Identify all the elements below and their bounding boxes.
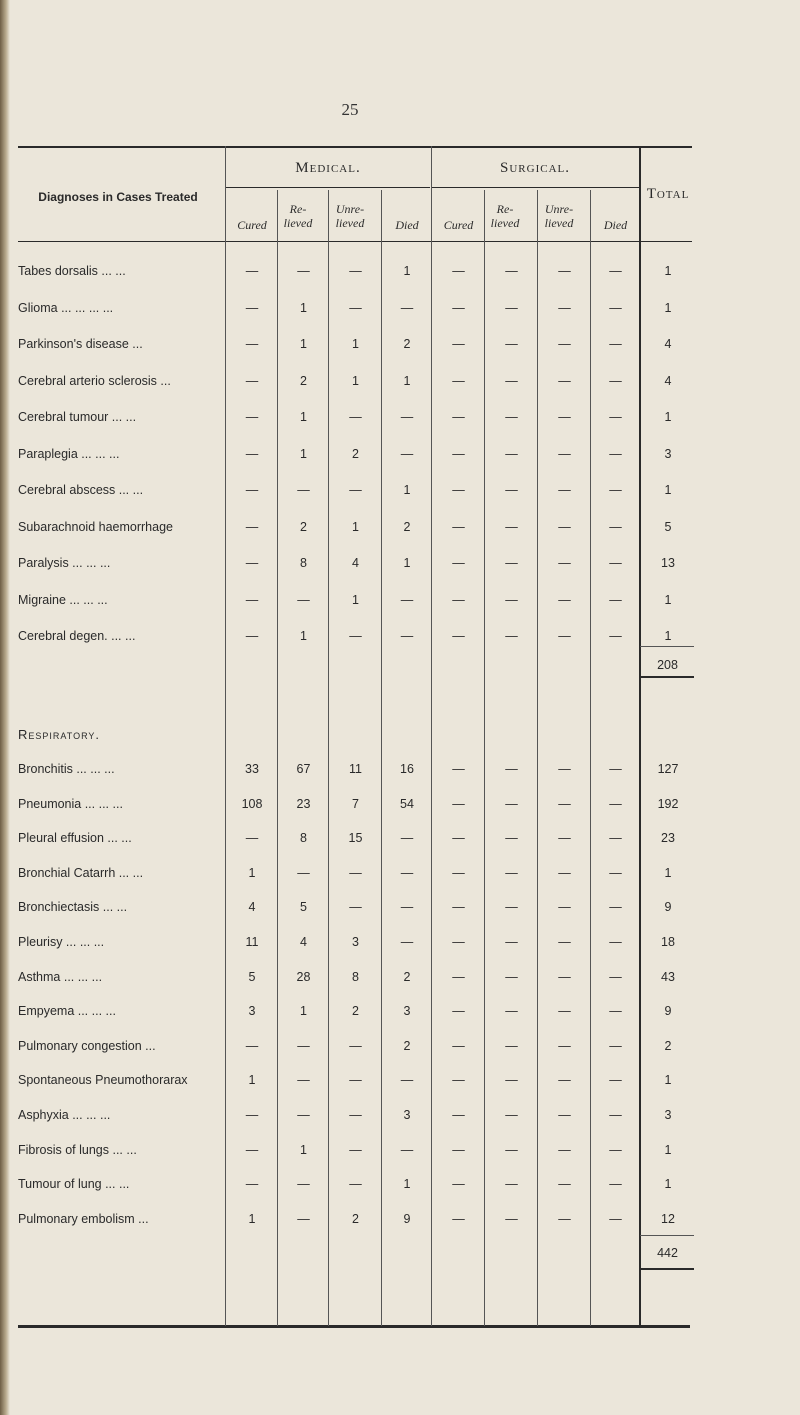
row-value-cell: —: [558, 1177, 571, 1192]
row-value-cell: 1: [248, 865, 256, 880]
row-value-cell: 54: [400, 796, 414, 811]
row-value-cell: —: [558, 592, 571, 607]
row-label: Cerebral abscess ... ...: [18, 483, 144, 497]
diagnoses-header: Diagnoses in Cases Treated: [38, 190, 198, 204]
table-row: [0, 374, 800, 394]
row-total-cell: 192: [657, 796, 679, 811]
row-value-cell: 3: [403, 1108, 411, 1122]
row-value-cell: —: [505, 410, 518, 424]
sub-header-unrelieved-surgical: Unre-lieved: [544, 202, 574, 230]
sub-header-died: Died: [395, 218, 419, 232]
row-value-cell: —: [452, 1108, 465, 1122]
row-value-cell: 11: [245, 935, 259, 949]
sub-header-cured: Cured: [237, 218, 267, 232]
row-value-cell: —: [245, 264, 259, 278]
row-value-cell: —: [349, 1142, 362, 1157]
row-total-cell: 1: [664, 1177, 672, 1192]
row-value-cell: —: [452, 519, 465, 534]
row-value-cell: —: [452, 556, 465, 570]
row-value-cell: —: [452, 1142, 465, 1157]
row-label: Paralysis ... ... ...: [18, 556, 111, 570]
page-number: 25: [341, 100, 359, 119]
row-label: Tumour of lung ... ...: [18, 1177, 130, 1192]
section2-subtotal-overline: [640, 1235, 694, 1236]
row-value-cell: 5: [248, 969, 256, 984]
table-row: [0, 1143, 800, 1163]
table-row: [0, 1212, 800, 1232]
row-value-cell: 1: [352, 519, 359, 534]
row-value-cell: —: [558, 1073, 571, 1088]
row-value-cell: —: [245, 446, 259, 461]
row-value-cell: 7: [352, 796, 359, 811]
row-value-cell: —: [349, 1038, 362, 1053]
row-value-cell: 5: [300, 900, 307, 915]
row-value-cell: —: [505, 1073, 518, 1088]
row-total-cell: 3: [664, 446, 672, 461]
row-value-cell: 2: [403, 337, 411, 351]
section1-subtotal-underline: [640, 676, 694, 678]
row-value-cell: —: [609, 264, 622, 278]
row-value-cell: —: [297, 592, 310, 607]
table-row: [0, 1108, 800, 1128]
row-value-cell: —: [400, 900, 414, 915]
row-value-cell: —: [400, 1073, 414, 1088]
row-value-cell: —: [400, 300, 414, 315]
row-value-cell: 4: [248, 900, 256, 915]
row-value-cell: —: [452, 592, 465, 607]
row-value-cell: 3: [248, 1004, 256, 1019]
medical-header: Medical.: [295, 160, 361, 176]
row-value-cell: —: [452, 483, 465, 497]
section-respiratory-title: Respiratory.: [18, 727, 101, 742]
row-value-cell: —: [297, 865, 310, 880]
row-value-cell: —: [505, 969, 518, 984]
row-label: Paraplegia ... ... ...: [18, 446, 120, 461]
row-value-cell: —: [349, 1073, 362, 1088]
row-value-cell: —: [400, 629, 414, 643]
row-value-cell: —: [245, 483, 259, 497]
row-value-cell: —: [558, 1038, 571, 1053]
row-label: Glioma ... ... ... ...: [18, 300, 114, 315]
row-value-cell: 2: [352, 1211, 359, 1226]
row-value-cell: —: [400, 410, 414, 424]
table-row: [0, 762, 800, 782]
surgical-group-rule: [431, 187, 639, 188]
table-row: [0, 301, 800, 321]
row-value-cell: —: [505, 483, 518, 497]
section2-subtotal: 442: [657, 1246, 678, 1260]
row-value-cell: 2: [403, 1038, 411, 1053]
row-value-cell: —: [558, 762, 571, 776]
row-value-cell: 1: [300, 410, 307, 424]
sub-header-relieved-surgical: Re-lieved: [490, 202, 520, 230]
row-value-cell: —: [609, 865, 622, 880]
row-total-cell: 1: [664, 865, 672, 880]
row-value-cell: 9: [403, 1211, 411, 1226]
table-row: [0, 935, 800, 955]
row-value-cell: —: [400, 865, 414, 880]
row-value-cell: —: [245, 629, 259, 643]
row-value-cell: —: [505, 1211, 518, 1226]
surgical-header: Surgical.: [500, 160, 570, 176]
row-label: Pneumonia ... ... ...: [18, 796, 123, 811]
row-value-cell: —: [609, 796, 622, 811]
row-value-cell: 1: [300, 446, 307, 461]
row-label: Cerebral degen. ... ...: [18, 629, 136, 643]
row-value-cell: 2: [352, 446, 359, 461]
row-label: Tabes dorsalis ... ...: [18, 264, 126, 278]
row-value-cell: —: [558, 1004, 571, 1019]
row-value-cell: —: [558, 483, 571, 497]
row-value-cell: —: [245, 373, 259, 388]
table-top-rule: [18, 146, 692, 148]
row-value-cell: —: [558, 1142, 571, 1157]
row-value-cell: —: [452, 900, 465, 915]
row-value-cell: —: [609, 300, 622, 315]
row-total-cell: 13: [661, 556, 675, 570]
row-value-cell: —: [558, 1108, 571, 1122]
row-value-cell: —: [558, 556, 571, 570]
row-value-cell: —: [558, 300, 571, 315]
row-value-cell: —: [245, 831, 259, 846]
row-label: Pleural effusion ... ...: [18, 831, 132, 846]
row-value-cell: 2: [403, 519, 411, 534]
row-value-cell: —: [452, 831, 465, 846]
row-value-cell: —: [505, 592, 518, 607]
row-value-cell: —: [609, 1142, 622, 1157]
row-value-cell: 108: [241, 796, 263, 811]
row-value-cell: —: [609, 556, 622, 570]
row-value-cell: 1: [248, 1073, 256, 1088]
row-value-cell: 8: [300, 556, 307, 570]
table-row: [0, 866, 800, 886]
row-value-cell: —: [452, 373, 465, 388]
row-value-cell: 16: [400, 762, 414, 776]
row-value-cell: 1: [300, 1142, 307, 1157]
row-value-cell: —: [245, 592, 259, 607]
row-value-cell: 4: [352, 556, 359, 570]
table-row: [0, 1073, 800, 1093]
row-total-cell: 1: [664, 1142, 672, 1157]
row-value-cell: —: [245, 1038, 259, 1053]
row-value-cell: 4: [300, 935, 307, 949]
table-row: [0, 520, 800, 540]
row-value-cell: —: [505, 556, 518, 570]
row-value-cell: —: [505, 1004, 518, 1019]
row-value-cell: —: [558, 900, 571, 915]
row-total-cell: 23: [661, 831, 675, 846]
row-value-cell: 67: [296, 762, 311, 776]
row-label: Bronchitis ... ... ...: [18, 762, 115, 776]
row-value-cell: —: [609, 483, 622, 497]
row-value-cell: —: [558, 337, 571, 351]
row-value-cell: —: [297, 1073, 310, 1088]
row-value-cell: 1: [403, 373, 411, 388]
row-value-cell: —: [505, 796, 518, 811]
row-value-cell: —: [245, 519, 259, 534]
row-value-cell: —: [349, 483, 362, 497]
row-value-cell: —: [245, 556, 259, 570]
row-value-cell: —: [609, 446, 622, 461]
row-label: Subarachnoid haemorrhage: [18, 519, 173, 534]
row-value-cell: —: [452, 935, 465, 949]
row-total-cell: 12: [661, 1211, 675, 1226]
row-label: Pleurisy ... ... ...: [18, 935, 105, 949]
row-value-cell: —: [452, 1038, 465, 1053]
table-row: [0, 970, 800, 990]
row-value-cell: —: [558, 935, 571, 949]
table-row: [0, 900, 800, 920]
row-value-cell: —: [609, 337, 622, 351]
row-value-cell: —: [609, 1108, 622, 1122]
row-value-cell: —: [609, 1177, 622, 1192]
row-value-cell: —: [400, 935, 414, 949]
row-label: Pulmonary congestion ...: [18, 1038, 156, 1053]
total-header: Total: [646, 186, 690, 202]
row-value-cell: —: [558, 373, 571, 388]
table-row: [0, 410, 800, 430]
row-value-cell: —: [452, 762, 465, 776]
row-value-cell: —: [609, 1038, 622, 1053]
row-value-cell: 1: [300, 300, 307, 315]
row-value-cell: —: [505, 762, 518, 776]
row-value-cell: —: [558, 629, 571, 643]
row-value-cell: —: [505, 831, 518, 846]
row-total-cell: 9: [664, 900, 672, 915]
row-value-cell: —: [505, 264, 518, 278]
row-value-cell: —: [400, 592, 414, 607]
row-value-cell: —: [245, 300, 259, 315]
table-row: [0, 483, 800, 503]
row-value-cell: —: [505, 373, 518, 388]
table-row: [0, 1004, 800, 1024]
sub-header-died-surgical: Died: [603, 218, 628, 232]
row-total-cell: 1: [664, 629, 672, 643]
row-value-cell: —: [349, 1177, 362, 1192]
table-row: [0, 337, 800, 357]
row-value-cell: —: [452, 446, 465, 461]
row-value-cell: —: [609, 969, 622, 984]
row-label: Cerebral arterio sclerosis ...: [18, 373, 171, 388]
row-value-cell: 8: [300, 831, 307, 846]
row-value-cell: —: [558, 264, 571, 278]
row-value-cell: —: [349, 900, 362, 915]
row-value-cell: —: [349, 1108, 362, 1122]
row-value-cell: —: [609, 519, 622, 534]
row-value-cell: —: [245, 1108, 259, 1122]
row-value-cell: —: [505, 629, 518, 643]
row-value-cell: —: [452, 865, 465, 880]
row-value-cell: —: [609, 373, 622, 388]
row-label: Pulmonary embolism ...: [18, 1211, 149, 1226]
row-value-cell: 1: [352, 592, 359, 607]
row-value-cell: —: [505, 935, 518, 949]
row-label: Asphyxia ... ... ...: [18, 1108, 111, 1122]
row-value-cell: 1: [300, 1004, 307, 1019]
row-value-cell: —: [558, 446, 571, 461]
row-total-cell: 1: [664, 300, 672, 315]
row-value-cell: —: [349, 629, 362, 643]
table-row: [0, 447, 800, 467]
row-value-cell: —: [609, 1004, 622, 1019]
row-value-cell: 3: [403, 1004, 411, 1019]
row-value-cell: —: [558, 865, 571, 880]
row-value-cell: —: [400, 1142, 414, 1157]
row-value-cell: 2: [403, 969, 411, 984]
row-value-cell: —: [505, 1177, 518, 1192]
row-total-cell: 4: [664, 373, 672, 388]
table-row: [0, 556, 800, 576]
row-label: Cerebral tumour ... ...: [18, 410, 137, 424]
row-value-cell: —: [297, 1038, 310, 1053]
row-value-cell: 2: [352, 1004, 359, 1019]
table-row: [0, 1039, 800, 1059]
row-total-cell: 1: [664, 1073, 672, 1088]
row-value-cell: —: [609, 900, 622, 915]
row-value-cell: —: [452, 1211, 465, 1226]
row-value-cell: —: [297, 1177, 310, 1192]
row-value-cell: —: [558, 831, 571, 846]
row-value-cell: 1: [403, 1177, 411, 1192]
row-value-cell: —: [452, 796, 465, 811]
row-value-cell: —: [558, 410, 571, 424]
row-value-cell: —: [245, 410, 259, 424]
row-label: Bronchial Catarrh ... ...: [18, 865, 144, 880]
row-total-cell: 4: [664, 337, 672, 351]
row-value-cell: —: [505, 300, 518, 315]
sub-header-unrelieved: Unre-lieved: [335, 202, 365, 230]
row-value-cell: —: [505, 1038, 518, 1053]
row-value-cell: —: [349, 300, 362, 315]
row-value-cell: —: [609, 762, 622, 776]
row-total-cell: 18: [661, 935, 675, 949]
row-value-cell: —: [245, 1177, 259, 1192]
row-label: Empyema ... ... ...: [18, 1004, 116, 1019]
row-value-cell: —: [245, 337, 259, 351]
row-value-cell: —: [452, 1004, 465, 1019]
section1-subtotal-overline: [640, 646, 694, 647]
row-value-cell: —: [505, 337, 518, 351]
row-value-cell: —: [505, 446, 518, 461]
row-value-cell: —: [452, 1073, 465, 1088]
row-value-cell: —: [452, 264, 465, 278]
row-value-cell: —: [609, 1211, 622, 1226]
row-value-cell: —: [558, 1211, 571, 1226]
table-row: [0, 797, 800, 817]
row-value-cell: —: [558, 969, 571, 984]
row-total-cell: 1: [664, 264, 672, 278]
row-total-cell: 5: [664, 519, 672, 534]
row-value-cell: —: [505, 519, 518, 534]
row-value-cell: —: [609, 935, 622, 949]
row-value-cell: 2: [300, 373, 307, 388]
row-value-cell: —: [297, 264, 310, 278]
row-value-cell: —: [505, 865, 518, 880]
row-label: Fibrosis of lungs ... ...: [18, 1142, 137, 1157]
row-value-cell: —: [609, 410, 622, 424]
row-value-cell: —: [609, 629, 622, 643]
row-total-cell: 1: [664, 592, 672, 607]
row-value-cell: 1: [352, 373, 359, 388]
row-value-cell: 23: [296, 796, 311, 811]
table-row: [0, 593, 800, 613]
row-label: Migraine ... ... ...: [18, 592, 108, 607]
table-row: [0, 1177, 800, 1197]
row-total-cell: 1: [664, 410, 672, 424]
row-total-cell: 43: [661, 969, 675, 984]
row-value-cell: —: [400, 831, 414, 846]
row-value-cell: —: [505, 900, 518, 915]
row-value-cell: —: [297, 1108, 310, 1122]
row-value-cell: —: [452, 629, 465, 643]
row-total-cell: 1: [664, 483, 672, 497]
row-total-cell: 3: [664, 1108, 672, 1122]
row-label: Parkinson's disease ...: [18, 337, 143, 351]
row-value-cell: 11: [349, 762, 362, 776]
row-value-cell: —: [452, 1177, 465, 1192]
page-binding-edge: [0, 0, 10, 1415]
row-value-cell: —: [452, 337, 465, 351]
row-value-cell: 1: [248, 1211, 256, 1226]
row-value-cell: 1: [300, 629, 307, 643]
row-value-cell: 1: [403, 483, 411, 497]
row-value-cell: 1: [403, 556, 411, 570]
row-value-cell: 1: [300, 337, 307, 351]
row-label: Asthma ... ... ...: [18, 969, 103, 984]
section2-subtotal-underline: [640, 1268, 694, 1270]
table-row: [0, 831, 800, 851]
medical-group-rule: [225, 187, 430, 188]
row-value-cell: —: [297, 1211, 310, 1226]
row-value-cell: —: [245, 1142, 259, 1157]
row-value-cell: —: [609, 831, 622, 846]
row-value-cell: 1: [352, 337, 359, 351]
sub-header-cured-surgical: Cured: [443, 218, 474, 232]
row-value-cell: —: [558, 796, 571, 811]
row-total-cell: 2: [664, 1038, 672, 1053]
row-value-cell: —: [609, 1073, 622, 1088]
row-value-cell: —: [452, 410, 465, 424]
row-value-cell: —: [505, 1142, 518, 1157]
row-value-cell: —: [349, 865, 362, 880]
row-value-cell: —: [452, 969, 465, 984]
row-value-cell: —: [505, 1108, 518, 1122]
row-value-cell: —: [297, 483, 310, 497]
row-value-cell: —: [349, 410, 362, 424]
row-value-cell: —: [558, 519, 571, 534]
table-row: [0, 264, 800, 284]
row-label: Spontaneous Pneumothorarax: [18, 1073, 188, 1088]
section1-subtotal: 208: [657, 658, 678, 672]
row-value-cell: —: [349, 264, 362, 278]
row-value-cell: —: [400, 446, 414, 461]
row-value-cell: 33: [245, 762, 259, 776]
row-value-cell: 2: [300, 519, 307, 534]
row-total-cell: 9: [664, 1004, 672, 1019]
row-value-cell: 28: [296, 969, 311, 984]
row-value-cell: 15: [348, 831, 363, 846]
sub-header-relieved: Re-lieved: [283, 202, 313, 230]
row-value-cell: 1: [403, 264, 411, 278]
row-label: Bronchiectasis ... ...: [18, 900, 128, 915]
row-value-cell: 8: [352, 969, 359, 984]
row-value-cell: —: [452, 300, 465, 315]
row-value-cell: 3: [352, 935, 359, 949]
row-value-cell: —: [609, 592, 622, 607]
row-total-cell: 127: [657, 762, 679, 776]
